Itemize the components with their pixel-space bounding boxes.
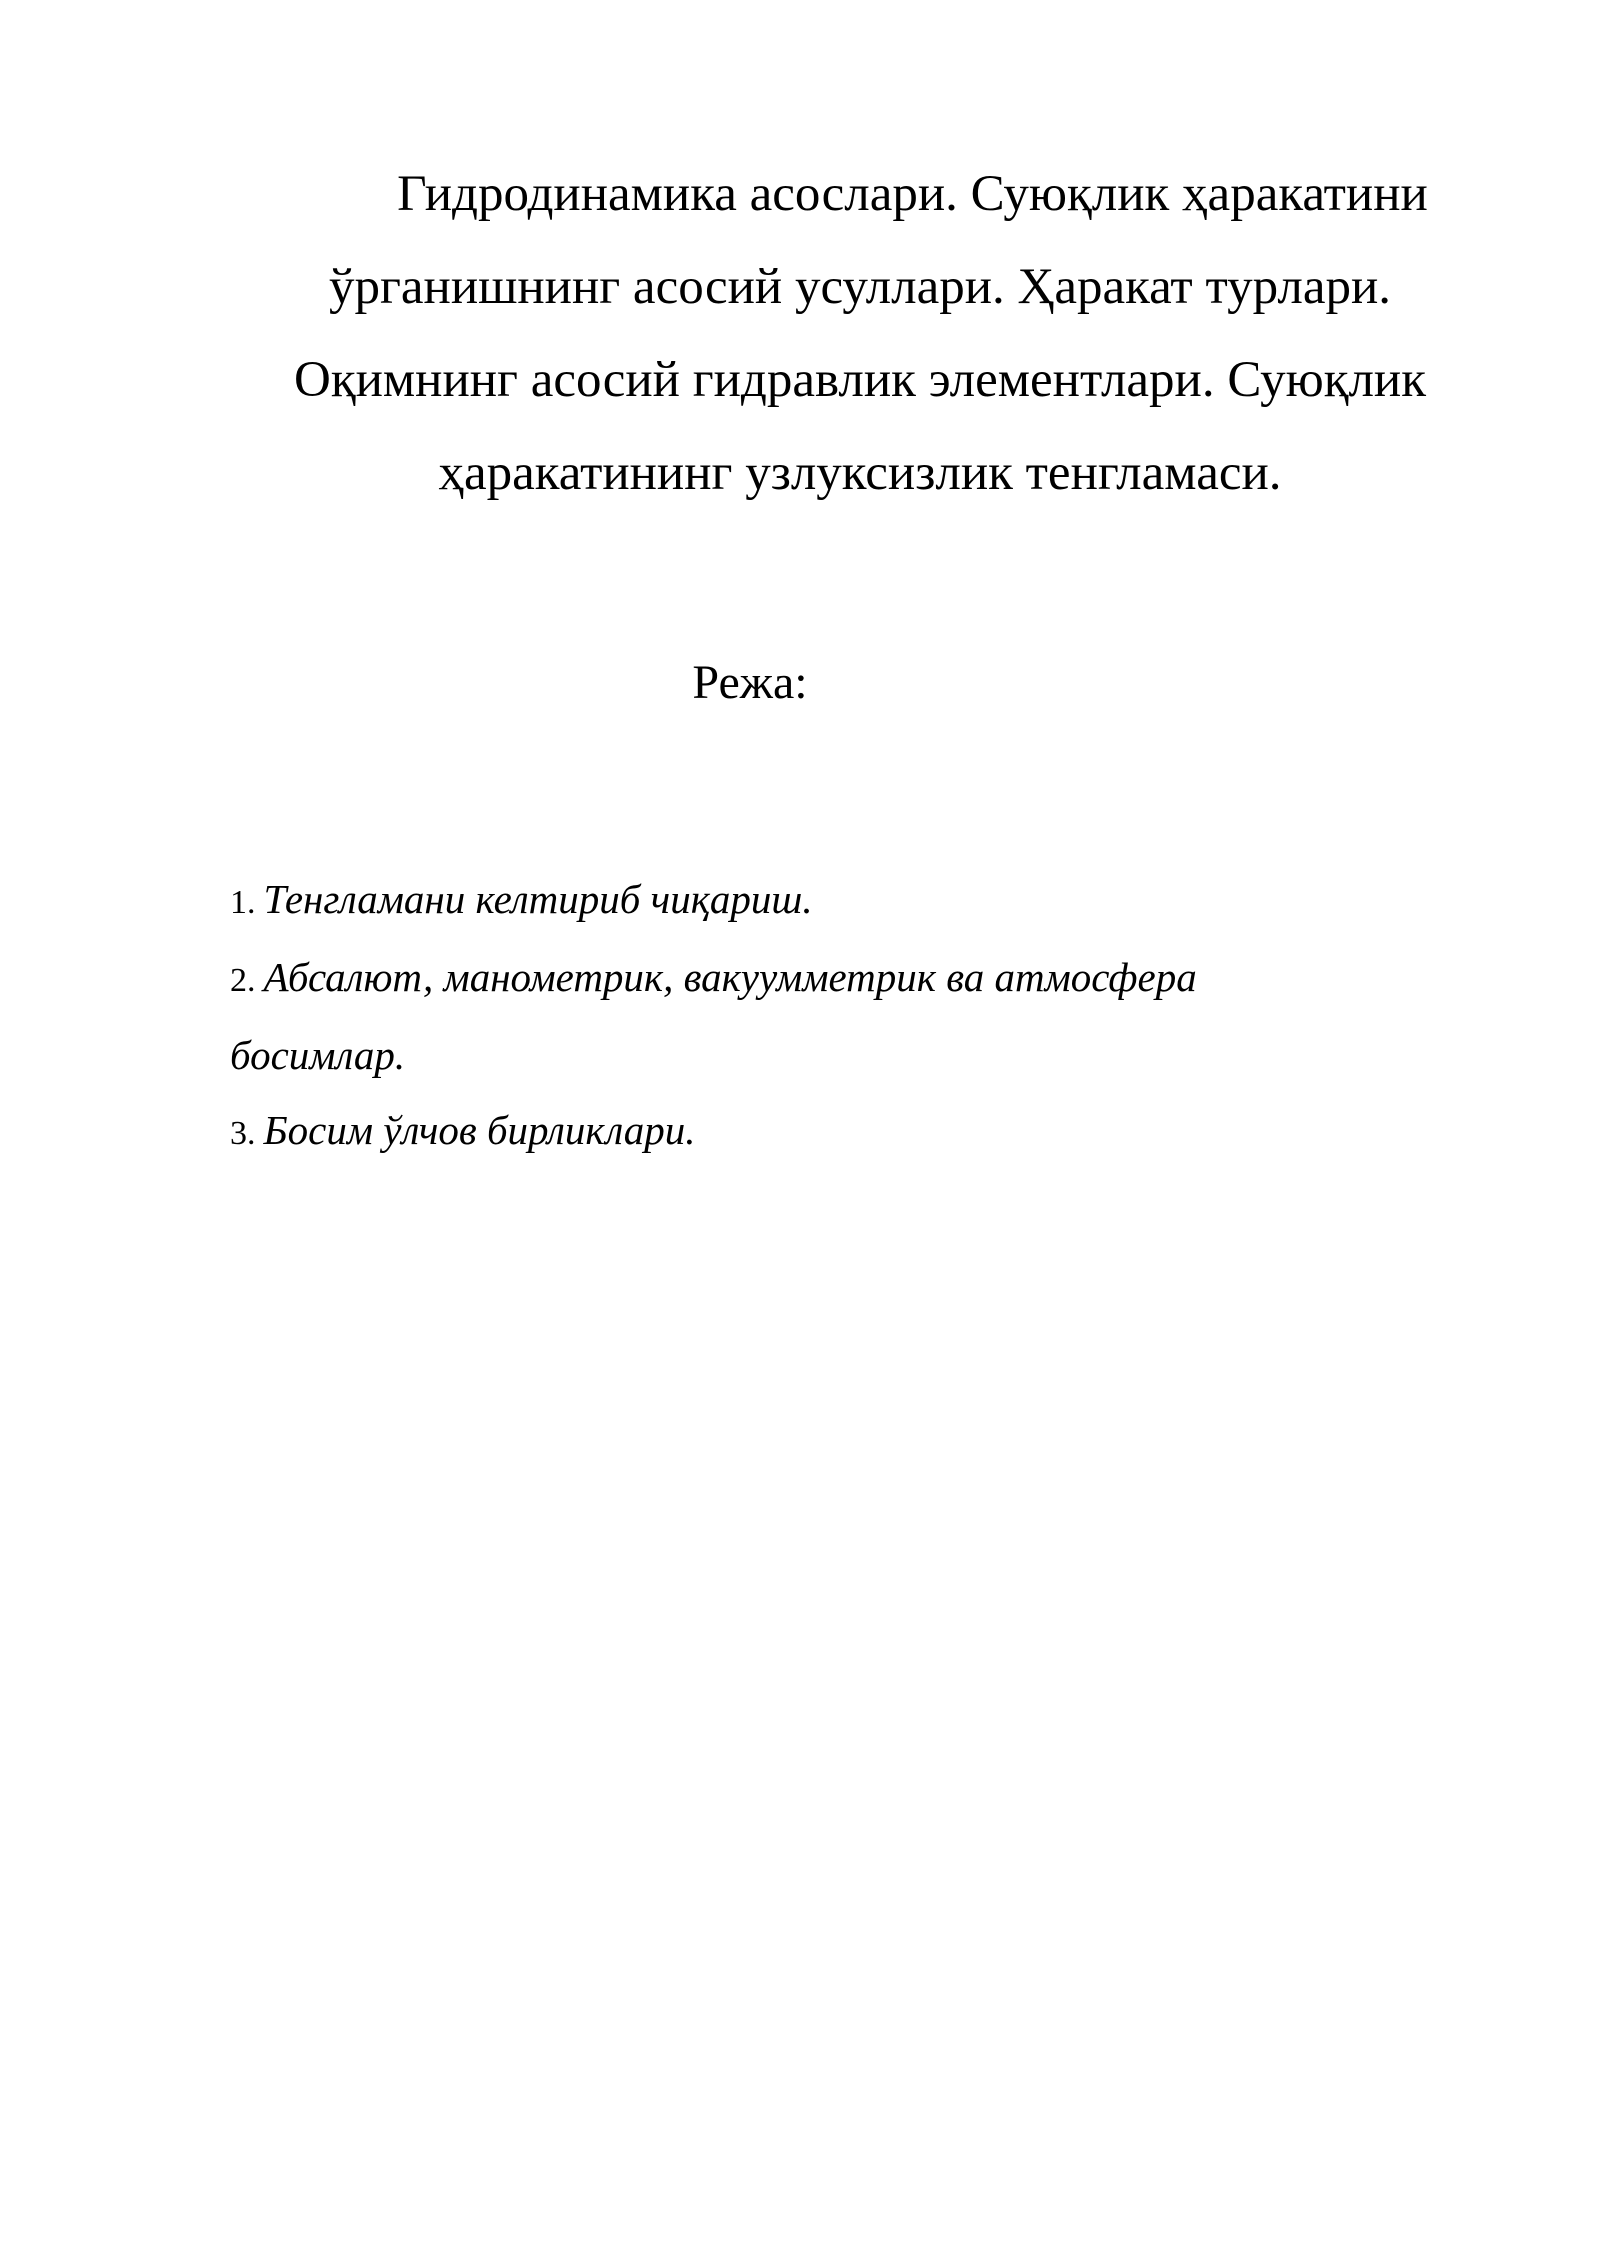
- document-title: [240, 148, 1480, 520]
- plan-item-number: 3.: [230, 1115, 256, 1152]
- plan-item-3: [230, 1093, 1330, 1171]
- plan-item-text: Босим ўлчов бирликлари.: [263, 1107, 696, 1153]
- plan-item-number: 2.: [230, 962, 256, 999]
- plan-list: [230, 862, 1330, 1171]
- plan-item-wrap: [230, 940, 1250, 1093]
- plan-item-text: Тенгламани келтириб чиқариш.: [263, 876, 813, 922]
- plan-item-2: [230, 940, 1330, 1093]
- plan-item-1: [230, 862, 1330, 940]
- plan-heading: Режа:: [692, 656, 808, 709]
- plan-item-number: 1.: [230, 884, 256, 921]
- document-title-text: Гидродинамика асослари. Суюқлик ҳаракатини ўрганишнинг асосий усуллари. Ҳаракат турлари. Оқимнинг асосий гидравлик элементлари. Суюқлик ҳаракатининг узлуксизлик тенгламаси.: [293, 166, 1428, 501]
- plan-item-text: Абсалют, манометрик, вакуумметрик ва атмосфера босимлар.: [230, 954, 1197, 1078]
